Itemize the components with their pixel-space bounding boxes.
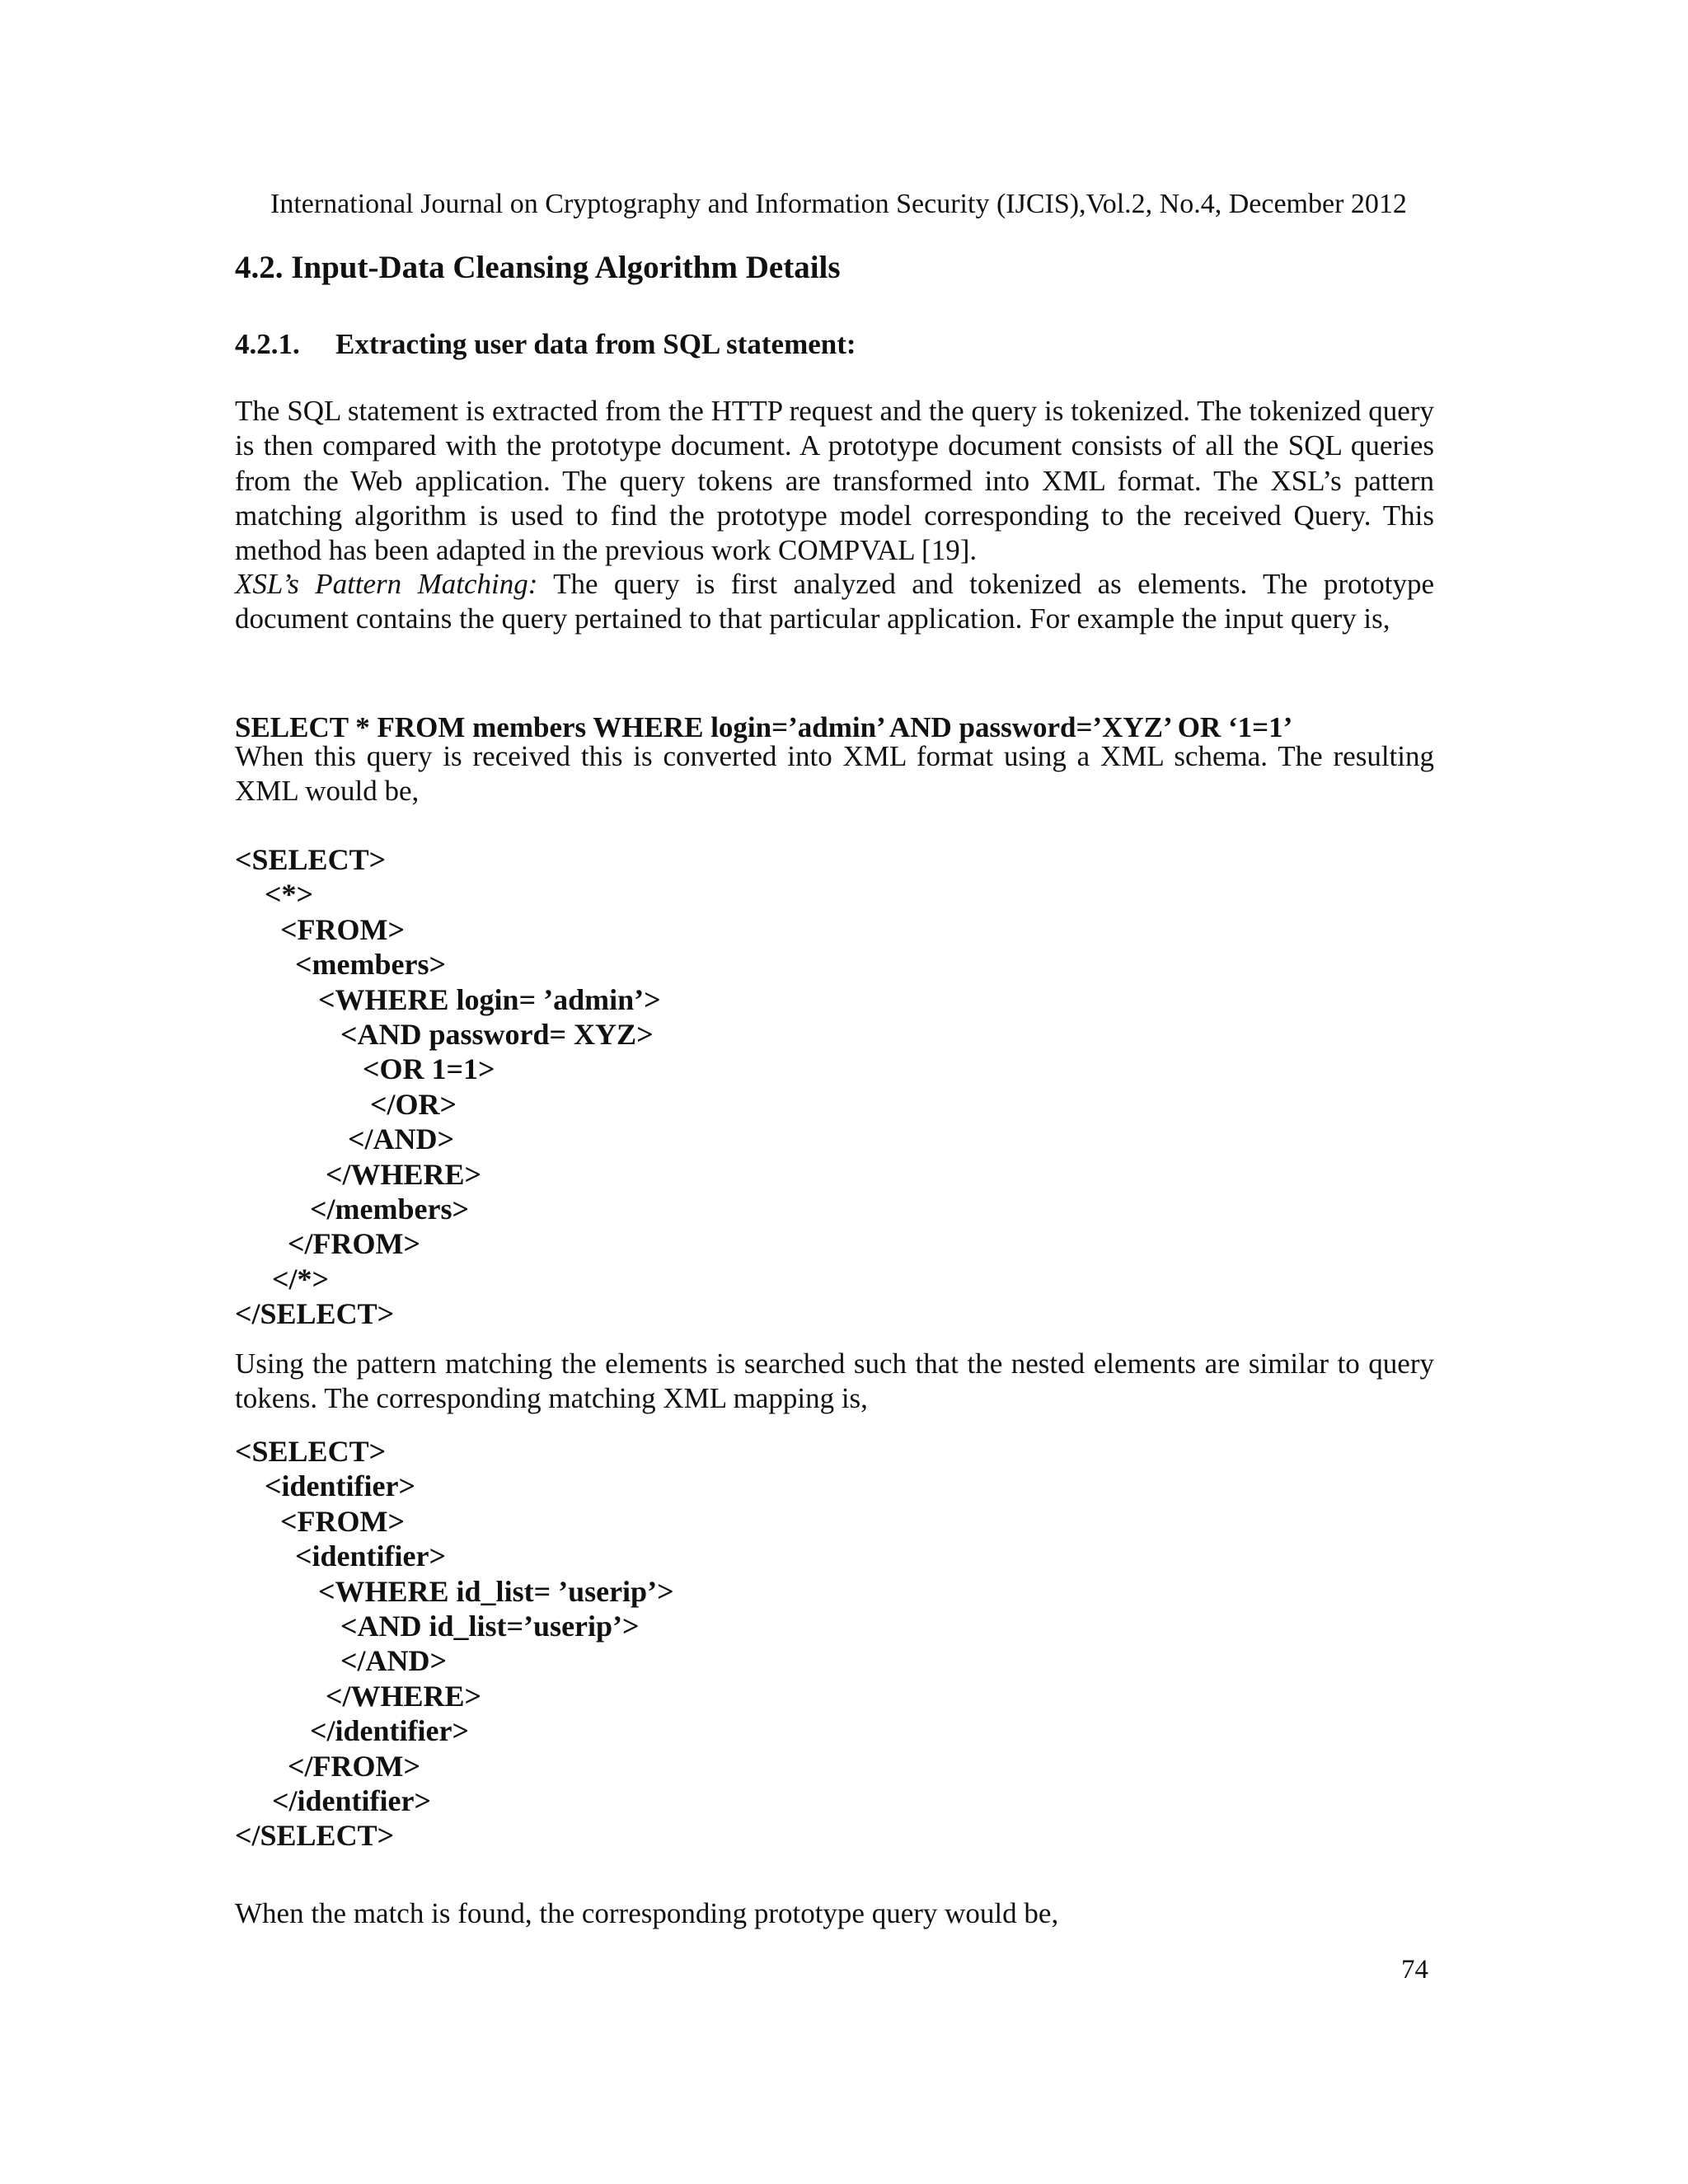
section-title: 4.2. Input-Data Cleansing Algorithm Details — [235, 250, 841, 285]
xml-line: </WHERE> — [326, 1680, 482, 1713]
xml-line: </SELECT> — [235, 1819, 395, 1852]
xml-line: </AND> — [340, 1644, 448, 1677]
xml-line: </AND> — [348, 1122, 455, 1155]
journal-header: International Journal on Cryptography and Information Security (IJCIS),Vol.2, No.4, December 2012 — [270, 189, 1407, 219]
xml-line: <AND password= XYZ> — [340, 1018, 654, 1051]
xml-line: </identifier> — [272, 1784, 431, 1817]
xml-line: <FROM> — [280, 1505, 405, 1538]
paragraph-pattern-matching — [235, 567, 1434, 637]
paragraph-xml-conversion: When this query is received this is converted into XML format using a XML schema. The resulting XML would be, — [235, 740, 1434, 808]
subsection-number: 4.2.1. — [235, 328, 300, 360]
xml-line: <identifier> — [295, 1540, 446, 1572]
xml-line: <FROM> — [280, 913, 405, 946]
paragraph-mapping: Using the pattern matching the elements is searched such that the nested elements are similar to query tokens. The corresponding matching XML mapping is, — [235, 1347, 1434, 1415]
subsection-title: Extracting user data from SQL statement: — [335, 328, 856, 360]
paragraph-intro: The SQL statement is extracted from the HTTP request and the query is tokenized. The tokenized query is then compared with the prototype document. A prototype document consists of all the SQL queries from the Web application. The query tokens are transformed into XML format. The XSL’s pattern matching algorithm is used to find the prototype model corresponding to the received Query. This method has been adapted in the previous work COMPVAL [19]. — [235, 395, 1434, 567]
page-number: 74 — [1401, 1955, 1428, 1985]
xml-line: <identifier> — [265, 1469, 415, 1502]
xml-line: <OR 1=1> — [363, 1052, 495, 1085]
xml-line: </FROM> — [288, 1750, 420, 1783]
xml-line: </WHERE> — [326, 1158, 482, 1191]
xml-line: </members> — [310, 1193, 469, 1226]
xml-line: <WHERE login= ’admin’> — [318, 983, 661, 1016]
xml-line: </FROM> — [288, 1227, 420, 1260]
sql-query: SELECT * FROM members WHERE login=’admin’ AND password=’XYZ’ OR ‘1=1’ — [235, 711, 1293, 743]
xml-line: <SELECT> — [235, 843, 387, 876]
xml-line: <SELECT> — [235, 1435, 387, 1468]
xml-line: </identifier> — [310, 1714, 469, 1747]
pattern-matching-lead: XSL’s Pattern Matching: — [235, 568, 538, 600]
xml-line: </SELECT> — [235, 1297, 395, 1330]
xml-line: </OR> — [370, 1088, 457, 1121]
xml-line: <*> — [265, 878, 314, 911]
xml-line: <members> — [295, 948, 446, 981]
pattern-matching-text: The query is first analyzed and tokenized as elements. The prototype document contains the query pertained to that particular application. For example the input query is, — [235, 568, 1434, 635]
subsection-heading — [235, 326, 856, 363]
xml-line: <AND id_list=’userip’> — [340, 1610, 640, 1643]
xml-line: <WHERE id_list= ’userip’> — [318, 1575, 674, 1608]
paragraph-prototype: When the match is found, the corresponding prototype query would be, — [235, 1897, 1059, 1929]
xml-line: </*> — [272, 1263, 330, 1296]
